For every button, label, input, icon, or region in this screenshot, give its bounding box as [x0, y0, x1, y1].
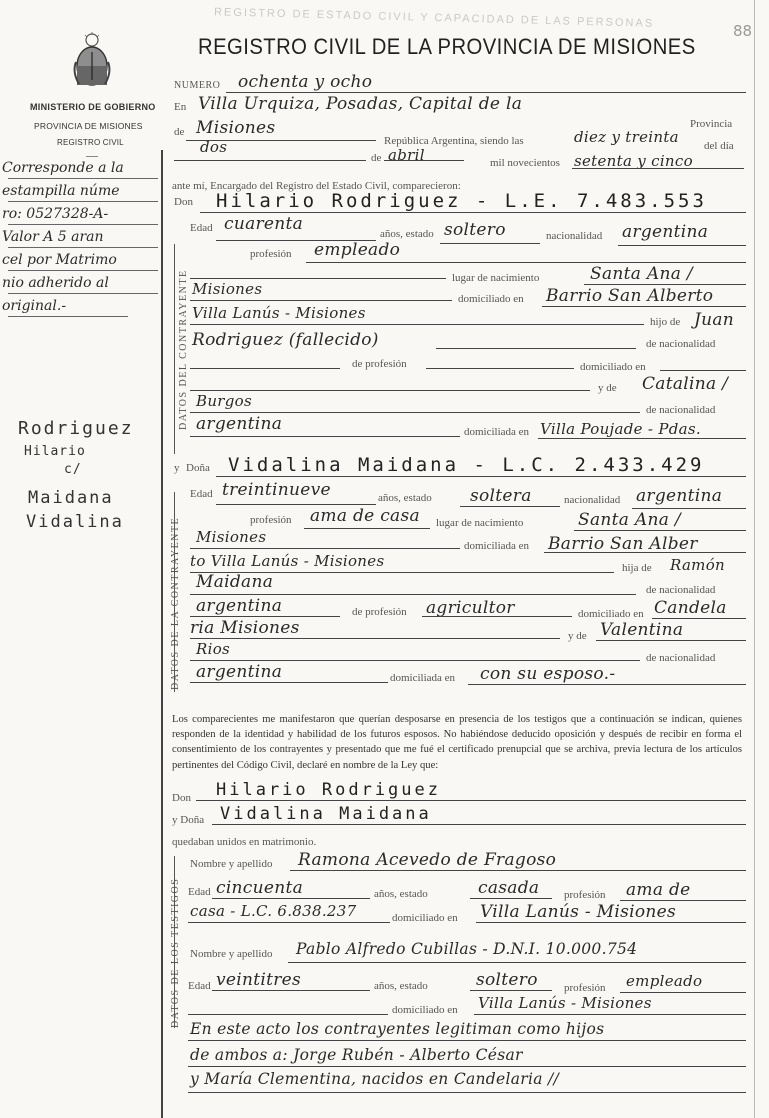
bride-lugar-nac2: Misiones: [196, 528, 267, 546]
bride-anios-label: años, estado: [378, 492, 432, 504]
w2-nombre: Pablo Alfredo Cubillas - D.N.I. 10.000.754: [296, 940, 638, 958]
dia-value: dos: [200, 138, 228, 156]
w1-edad-label: Edad: [188, 886, 211, 898]
groom-madre2: Burgos: [196, 392, 252, 410]
w1-nombre: Ramona Acevedo de Fragoso: [298, 850, 557, 870]
footnote-line-3: y María Clementina, nacidos en Candelaria //: [190, 1070, 560, 1088]
bride-madre-domic: con su esposo.-: [480, 664, 616, 684]
bride-profesion-label: profesión: [250, 514, 292, 526]
groom-profesion: empleado: [314, 240, 401, 260]
anio-value: setenta y cinco: [574, 152, 693, 170]
bride-padre: Ramón: [670, 556, 725, 574]
bride-y-label: y: [174, 462, 180, 474]
groom-padre: Juan: [694, 310, 735, 330]
en-label: En: [174, 101, 187, 113]
groom-madre-domic: Villa Poujade - Pdas.: [540, 420, 701, 438]
groom-madre: Catalina /: [642, 374, 729, 394]
hora-value: diez y treinta: [574, 128, 679, 146]
groom-hijo-label: hijo de: [650, 316, 681, 328]
page-title: REGISTRO CIVIL DE LA PROVINCIA DE MISIONES: [198, 34, 696, 59]
groom-name: Hilario Rodriguez - L.E. 7.483.553: [216, 190, 707, 212]
bride-domic-label: domiciliada en: [464, 540, 530, 552]
bride-hija-label: hija de: [622, 562, 652, 574]
groom-de-nac2-label: de nacionalidad: [646, 404, 716, 416]
groom-don-label: Don: [174, 196, 193, 208]
groom-domic-label: domiciliado en: [458, 293, 524, 305]
bride-section-label: DATOS DE LA CONTRAYENTE: [170, 516, 181, 690]
bride-lugar-nac-label: lugar de nacimiento: [436, 517, 524, 529]
bride-padre2: Maidana: [196, 572, 274, 592]
bride-de-nac-label: de nacionalidad: [646, 584, 716, 596]
groom-edad-label: Edad: [190, 222, 213, 234]
groom-domic-en-label: domiciliado en: [580, 361, 646, 373]
bride-domicilio2: to Villa Lanús - Misiones: [190, 552, 385, 570]
coat-of-arms-emblem: [70, 32, 114, 90]
w2-anios-label: años, estado: [374, 980, 428, 992]
w1-anios-label: años, estado: [374, 888, 428, 900]
footnote-line-2: de ambos a: Jorge Rubén - Alberto César: [190, 1046, 523, 1064]
w1-profesion2: casa - L.C. 6.838.237: [190, 902, 357, 920]
w1-profesion-label: profesión: [564, 889, 606, 901]
w2-domic-label: domiciliado en: [392, 1004, 458, 1016]
de-label: de: [174, 126, 185, 138]
groom-madre-nac: argentina: [196, 414, 283, 434]
decl-don-label: Don: [172, 792, 191, 804]
province-label: PROVINCIA DE MISIONES: [34, 121, 143, 131]
legal-paragraph: Los comparecientes me manifestaron que querían desposarse en presencia de los testigos que a continuación se indican, quienes responden de la identidad y habilidad de los futuros esposos. No habiéndose deducido oposición y después de recibir en forma el consentimiento de los contrayentes y presentado que me fué el certificado prenupcial que se archiva, previa lectura de los artículos pertinentes del Código Civil, declaré en nombre de la Ley que:: [172, 714, 742, 771]
unidos-label: quedaban unidos en matrimonio.: [172, 836, 317, 848]
faint-stamp: REGISTRO DE ESTADO CIVIL Y CAPACIDAD DE LAS PERSONAS: [213, 6, 655, 30]
provincia-label: Provincia: [690, 118, 733, 130]
w1-domicilio: Villa Lanús - Misiones: [480, 902, 676, 922]
groom-profesion-label: profesión: [250, 248, 292, 260]
bride-profesion: ama de casa: [310, 506, 420, 526]
bride-edad-label: Edad: [190, 488, 213, 500]
bride-estado: soltera: [470, 486, 532, 506]
groom-de-prof-label: de profesión: [352, 358, 407, 370]
witnesses-section-label: DATOS DE LOS TESTIGOS: [170, 877, 181, 1028]
w2-profesion: empleado: [626, 972, 703, 990]
anio-label: mil novecientos: [490, 157, 560, 169]
groom-section-label: DATOS DEL CONTRAYENTE: [178, 269, 189, 430]
groom-de-nac-label: de nacionalidad: [646, 338, 716, 350]
groom-domicilio2: Villa Lanús - Misiones: [192, 304, 366, 322]
w2-nombre-label: Nombre y apellido: [190, 948, 273, 960]
bride-padre-domic2: ria Misiones: [190, 618, 300, 638]
dia-label: del día: [704, 140, 734, 152]
mes-value: abril: [388, 146, 425, 164]
bride-madre-nac: argentina: [196, 662, 283, 682]
bride-name: Vidalina Maidana - L.C. 2.433.429: [228, 454, 705, 476]
numero-label: NUMERO: [174, 80, 221, 91]
bride-domiciliada-label: domiciliada en: [390, 672, 456, 684]
bride-domicilio: Barrio San Alber: [548, 534, 698, 554]
groom-lugar-nac: Santa Ana /: [590, 264, 693, 284]
groom-domiciliada-label: domiciliada en: [464, 426, 530, 438]
bride-de-nac2-label: de nacionalidad: [646, 652, 716, 664]
corner-mark: 88: [733, 22, 753, 40]
bride-madre: Valentina: [600, 620, 684, 640]
groom-lugar-nac-label: lugar de nacimiento: [452, 272, 540, 284]
document-page: REGISTRO DE ESTADO CIVIL Y CAPACIDAD DE LAS PERSONAS 88 MINISTERIO DE GOBIERNO PROVINCIA DE MISIONES REGISTRO CIVIL REGISTRO CIVIL DE LA PROVINCIA DE MISIONES Corresponde a la estampilla núme ro: 0527328-A- Valor A 5 aran cel por Matrimo nio adherido al original.- Rodriguez Hilario c/ Maidana Vidalina NUMERO ochenta y ocho En Villa Urquiza, Posadas, Capital de la Provincia de Misiones República Argentina, siendo las diez y treinta del día dos de abril mil novecientos setenta y cinco ante mí, Encargado del Registro del Estado Civil, comparecieron: DATOS DEL CONTRAYENTE Don Hilario Rodriguez - L.E. 7.483.553 Edad cuarenta años, estado soltero nacionalidad argentina profesión empleado lugar de nacimiento Santa Ana / Misiones domiciliado en Barrio San Alberto Villa Lanús - Misiones hijo de Juan Rodriguez (fallecido) de nacionalidad de profesión domiciliado en y de Catalina / Burgos de nacionalidad argentina domiciliada en Villa Poujade - Pdas. DATOS DE LA CONTRAYENTE y Doña Vidalina Maidana - L.C. 2.433.429 Edad treintinueve años, estado soltera nacionalidad argentina profesión ama de casa lugar de nacimiento Santa Ana / Misiones domiciliada en Barrio San Alber to Villa Lanús - Misiones hija de Ramón Maidana de nacionalidad argentina de profesión agricultor domiciliado en Candela ria Misiones y de Valentina Rios de nacionalidad argentina domiciliada en con su esposo.- Los comparecientes me manifestaron que querían desposarse en presencia de los testigos que a continuación se indican, quienes responden de la identidad y habilidad de los futuros esposos. No habiéndose deducido oposición y después de recibir en forma el consentimiento de los contrayentes y presentado que me fué el certificado prenupcial que se archiva, previa lectura de los artículos pertinentes del Código Civil, declaré en nombre de la Ley que: Don Hilario Rodriguez y Doña Vidalina Maidana quedaban unidos en matrimonio. DATOS DE LOS TESTIGOS Nombre y apellido Ramona Acevedo de Fragoso Edad cincuenta años, estado casada profesión ama de casa - L.C. 6.838.237 domiciliado en Villa Lanús - Misiones Nombre y apellido Pablo Alfredo Cubillas - D.N.I. 10.000.754 Edad veintitres años, estado soltero profesión empleado domiciliado en Villa Lanús - Misiones En este acto los contrayentes legitiman como hijos de ambos a: Jorge Rubén - Alberto César y María Clementina, nacidos en Candelaria //: [0, 0, 769, 1118]
groom-nacionalidad: argentina: [622, 222, 709, 242]
bride-nacionalidad: argentina: [636, 486, 723, 506]
w1-edad: cincuenta: [216, 878, 304, 898]
bride-padre-prof: agricultor: [426, 598, 515, 618]
office-label: REGISTRO CIVIL: [57, 138, 124, 147]
lugar1-value: Villa Urquiza, Posadas, Capital de la: [198, 94, 523, 114]
decl-dona-label: y Doña: [172, 814, 205, 826]
groom-edad: cuarenta: [224, 214, 304, 234]
numero-value: ochenta y ocho: [238, 72, 373, 92]
bride-edad: treintinueve: [222, 480, 331, 500]
groom-estado: soltero: [444, 220, 506, 240]
w1-nombre-label: Nombre y apellido: [190, 858, 273, 870]
groom-domicilio: Barrio San Alberto: [546, 286, 714, 306]
decl-don-value: Hilario Rodriguez: [216, 780, 441, 800]
bride-lugar-nac: Santa Ana /: [578, 510, 681, 530]
bride-padre-nac: argentina: [196, 596, 283, 616]
w1-profesion: ama de: [626, 880, 691, 900]
w2-estado: soltero: [476, 970, 538, 990]
footnote-line-1: En este acto los contrayentes legitiman como hijos: [190, 1020, 605, 1038]
bride-padre-domic: Candela: [654, 598, 727, 618]
bride-y-de-label: y de: [568, 630, 587, 642]
w2-edad: veintitres: [216, 970, 302, 990]
bride-dona-label: Doña: [186, 462, 210, 474]
decl-dona-value: Vidalina Maidana: [220, 804, 432, 824]
bride-madre2: Rios: [196, 640, 231, 658]
bride-nac-label: nacionalidad: [564, 494, 621, 506]
w2-edad-label: Edad: [188, 980, 211, 992]
lugar2-value: Misiones: [196, 118, 276, 138]
bride-de-prof-label: de profesión: [352, 606, 407, 618]
de-mes-label: de: [371, 152, 382, 164]
groom-padre2: Rodriguez (fallecido): [192, 330, 379, 350]
w1-estado: casada: [478, 878, 540, 898]
groom-lugar-nac2: Misiones: [192, 280, 263, 298]
w2-profesion-label: profesión: [564, 982, 606, 994]
ante-label: ante mí, Encargado del Registro del Estado Civil, comparecieron:: [172, 180, 461, 192]
bride-domic-en-label: domiciliado en: [578, 608, 644, 620]
w1-domic-label: domiciliado en: [392, 912, 458, 924]
w2-domicilio: Villa Lanús - Misiones: [478, 994, 652, 1012]
groom-y-de-label: y de: [598, 382, 617, 394]
republica-label: República Argentina, siendo las: [384, 135, 524, 147]
groom-nac-label: nacionalidad: [546, 230, 603, 242]
ministry-label: MINISTERIO DE GOBIERNO: [30, 102, 156, 112]
groom-anios-label: años, estado: [380, 228, 434, 240]
